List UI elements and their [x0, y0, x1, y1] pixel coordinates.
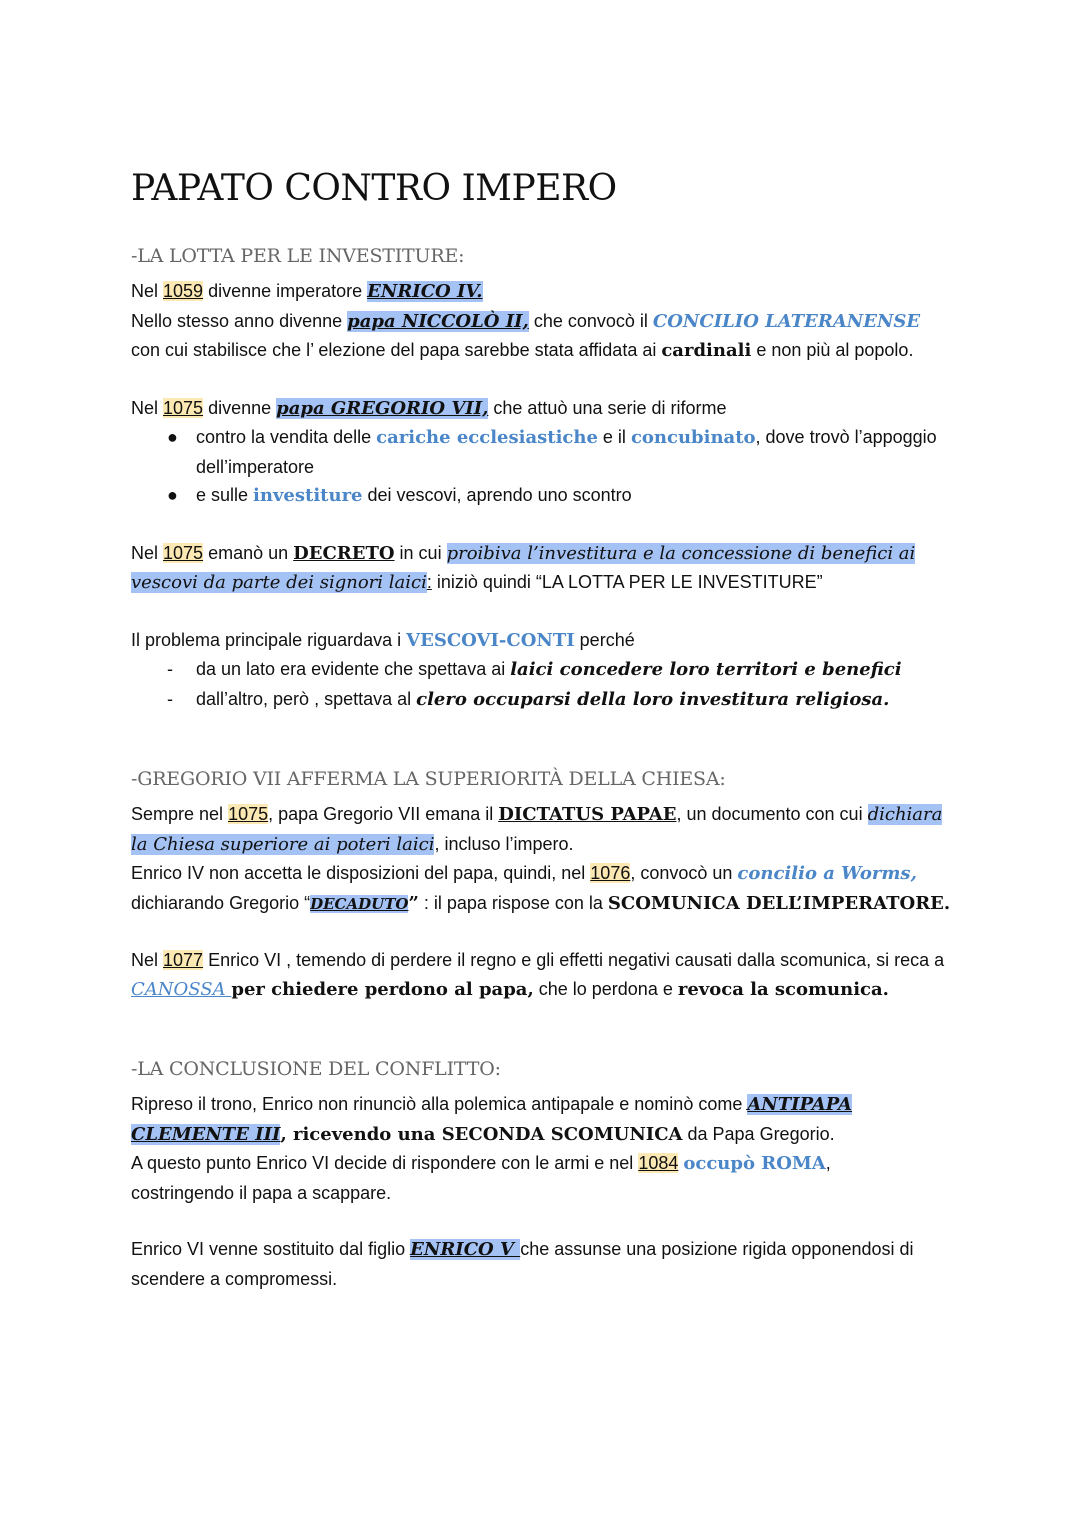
text: Enrico VI venne sostituito dal figlio [131, 1239, 411, 1259]
concilio-worms: concilio a Worms, [737, 863, 917, 884]
canossa: CANOSSA [131, 978, 232, 1000]
text: iniziò quindi “LA LOTTA PER LE INVESTITURE” [431, 572, 823, 592]
bullet-icon: ● [167, 485, 178, 505]
problem-list [131, 655, 961, 714]
text: , ricevendo una [280, 1123, 442, 1145]
year-highlight: 1075 [228, 804, 269, 824]
text: divenne [203, 397, 277, 418]
text: , dove trovò l’appoggio dell’imperatore [196, 427, 937, 477]
section-heading-investiture: -LA LOTTA PER LE INVESTITURE: [131, 245, 465, 267]
dictatus-papae: DICTATUS PAPAE [498, 804, 677, 825]
paragraph-1059 [131, 277, 961, 366]
text: divenne imperatore [203, 281, 368, 301]
list-item [131, 423, 961, 481]
text: e sulle [196, 485, 254, 505]
reform-list [131, 423, 961, 511]
text: , incluso l’impero. [434, 833, 574, 854]
dash-icon: - [167, 688, 173, 709]
text: costringendo il papa a scappare. [131, 1182, 392, 1203]
enrico-iv: ENRICO IV. [367, 281, 483, 302]
paragraph-enrico-v [131, 1235, 961, 1293]
antipapa-clemente: ANTIPAPA CLEMENTE III [131, 1094, 852, 1145]
year-highlight: 1076 [590, 863, 631, 883]
text: che lo perdona e [533, 978, 678, 999]
page-title: PAPATO CONTRO IMPERO [131, 168, 617, 209]
revoca-scomunica: revoca la scomunica. [677, 978, 889, 1000]
text: in cui [394, 542, 447, 563]
text: , papa Gregorio VII emana il [268, 804, 499, 824]
papa-gregorio: papa GREGORIO VII, [276, 397, 489, 419]
section-heading-gregorio: -GREGORIO VII AFFERMA LA SUPERIORITÀ DELLA CHIESA: [131, 768, 726, 790]
text: Nel [131, 950, 164, 970]
paragraph-canossa [131, 946, 961, 1004]
clero-text: clero occuparsi della loro investitura religiosa. [416, 688, 890, 710]
year-highlight: 1084 [638, 1153, 679, 1173]
text: Nel [131, 397, 164, 418]
paragraph-1075-gregorio [131, 394, 961, 424]
decreto: DECRETO [293, 542, 395, 564]
text: Enrico VI , temendo di perdere il regno e gli effetti negativi causati dalla scomunica, si reca a [203, 950, 945, 970]
decaduto: DECADUTO [310, 894, 409, 913]
laici-text: laici concedere loro territori e benefici [510, 659, 902, 680]
vescovi-conti: VESCOVI-CONTI [406, 629, 575, 651]
scomunica-imperatore: SCOMUNICA DELL’IMPERATORE. [607, 892, 951, 914]
year-highlight: 1077 [163, 950, 204, 970]
text: , convocò un [630, 863, 738, 883]
occupo-roma: occupò ROMA [683, 1153, 826, 1174]
papa-niccolo: papa NICCOLÒ II, [347, 310, 529, 332]
text: , un documento con cui [676, 804, 868, 824]
text: dichiarando Gregorio “ [131, 892, 311, 913]
text: , [825, 1153, 831, 1173]
text: perché [574, 629, 635, 650]
cardinali: cardinali [661, 340, 752, 361]
text: Nel [131, 281, 164, 301]
text: emanò un [203, 542, 294, 563]
chiesa-superiore-highlight: dichiara la Chiesa superiore ai poteri laici [131, 804, 943, 855]
concubinato: concubinato [630, 427, 756, 448]
paragraph-antipapa [131, 1090, 961, 1207]
document-content [131, 168, 961, 1293]
text: che convocò il [528, 310, 653, 331]
text: contro la vendita delle [196, 427, 377, 447]
year-highlight: 1075 [163, 542, 204, 563]
cariche-ecclesiastiche: cariche ecclesiastiche [376, 427, 598, 448]
year-highlight: 1059 [163, 281, 204, 301]
text: Sempre nel [131, 804, 229, 824]
decreto-highlight: proibiva l’investitura e la concessione di benefici ai vescovi da parte dei signori laici [131, 542, 916, 593]
text: da Papa Gregorio. [682, 1123, 835, 1144]
concilio-lateranense: CONCILIO LATERANENSE [652, 310, 921, 332]
text: A questo punto Enrico VI decide di rispondere con le armi e nel [131, 1153, 639, 1173]
text: che assunse una posizione rigida opponendosi di scendere a compromessi. [131, 1239, 914, 1289]
paragraph-decreto [131, 539, 961, 598]
text: che attuò una serie di riforme [488, 397, 727, 418]
text: Ripreso il trono, Enrico non rinunciò alla polemica antipapale e nominò come [131, 1094, 748, 1114]
investiture: investiture [253, 485, 363, 506]
text: dei vescovi, aprendo uno scontro [362, 485, 632, 505]
text: Nello stesso anno divenne [131, 310, 348, 331]
text: e il [597, 427, 631, 447]
seconda-scomunica: SECONDA SCOMUNICA [441, 1123, 683, 1145]
text: : [426, 572, 432, 592]
bullet-icon: ● [167, 427, 178, 447]
year-highlight: 1075 [163, 397, 204, 418]
text: Il problema principale riguardava i [131, 629, 407, 650]
section-heading-conclusione: -LA CONCLUSIONE DEL CONFLITTO: [131, 1058, 501, 1080]
list-item [131, 685, 961, 715]
dash-icon: - [167, 659, 173, 679]
enrico-v: ENRICO V [410, 1239, 521, 1260]
text: e non più al popolo. [751, 340, 914, 360]
text: Enrico IV non accetta le disposizioni del papa, quindi, nel [131, 863, 591, 883]
paragraph-dictatus [131, 800, 961, 918]
text: : il papa rispose con la [418, 892, 608, 913]
list-item [131, 481, 961, 511]
text: con cui stabilisce che l’ elezione del papa sarebbe stata affidata ai [131, 340, 662, 360]
text: Nel [131, 542, 164, 563]
text: ” [408, 892, 419, 914]
paragraph-vescovi-conti [131, 626, 961, 656]
chiedere-perdono: per chiedere perdono al papa, [231, 978, 534, 1000]
text: da un lato era evidente che spettava ai [196, 659, 511, 679]
text: dall’altro, però , spettava al [196, 688, 417, 709]
list-item [131, 655, 961, 685]
